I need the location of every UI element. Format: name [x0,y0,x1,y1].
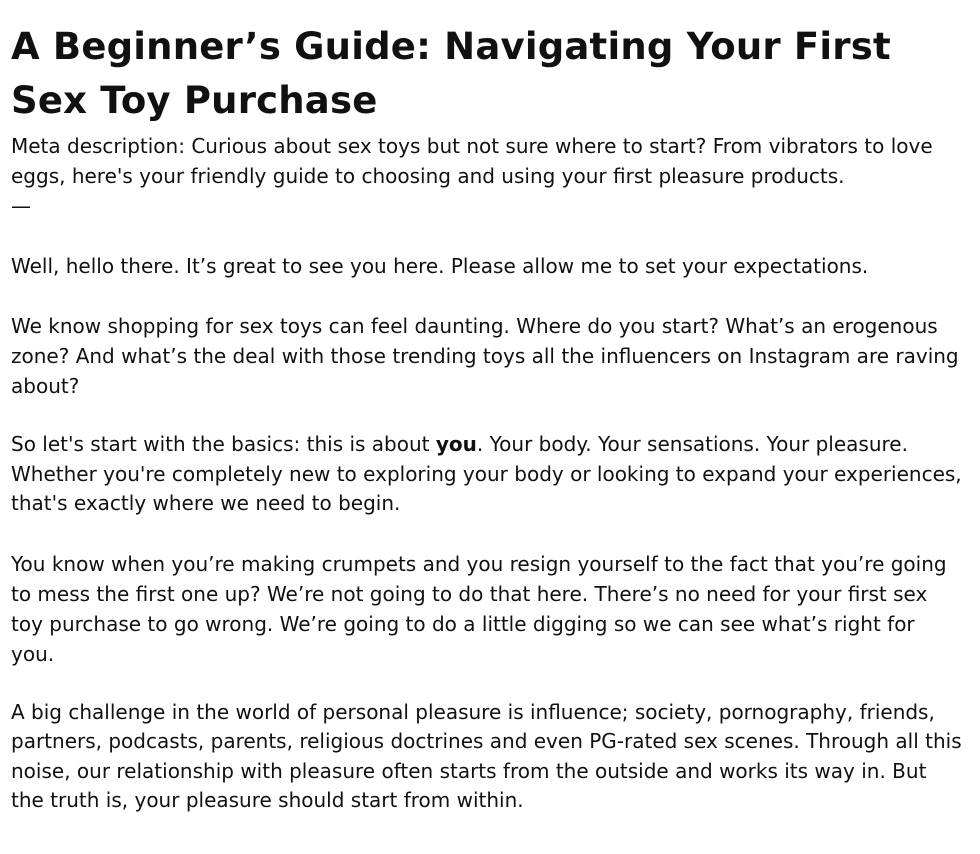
meta-description [11,131,964,221]
paragraph-basics [11,430,964,519]
paragraph-basics-after: . Your body. Your sensations. Your pleasure. Whether you're completely new to exploring your body or looking to expand your experiences, that's exactly where we need to begin. [11,432,962,515]
paragraph-daunting: We know shopping for sex toys can feel daunting. Where do you start? What’s an erogenous zone? And what’s the deal with those trending toys all the influencers on Instagram are raving about? [11,314,959,398]
paragraph-greeting: Well, hello there. It’s great to see you here. Please allow me to set your expectations. [11,254,869,278]
paragraph-influence: A big challenge in the world of personal pleasure is influence; society, pornography, friends, partners, podcasts, parents, religious doctrines and even PG-rated sex scenes. Through all this noise, our relationship with pleasure often starts from the outside and works its way in. But the truth is, your pleasure should start from within. [11,699,962,812]
paragraph-crumpets: You know when you’re making crumpets and you resign yourself to the fact that you’re going to mess the first one up? We’re not going to do that here. There’s no need for your first sex toy purchase to go wrong. We’re going to do a little digging so we can see what’s right for you. [11,551,947,666]
paragraph-basics-emphasis: you [435,432,477,456]
paragraph-basics-before: So let's start with the basics: this is about [11,432,436,456]
article-title: A Beginner’s Guide: Navigating Your First Sex Toy Purchase [11,25,891,122]
separator-dash: — [11,194,31,218]
meta-description-text: Meta description: Curious about sex toys but not sure where to start? From vibrators to love eggs, here's your friendly guide to choosing and using your first pleasure products. [11,134,933,188]
